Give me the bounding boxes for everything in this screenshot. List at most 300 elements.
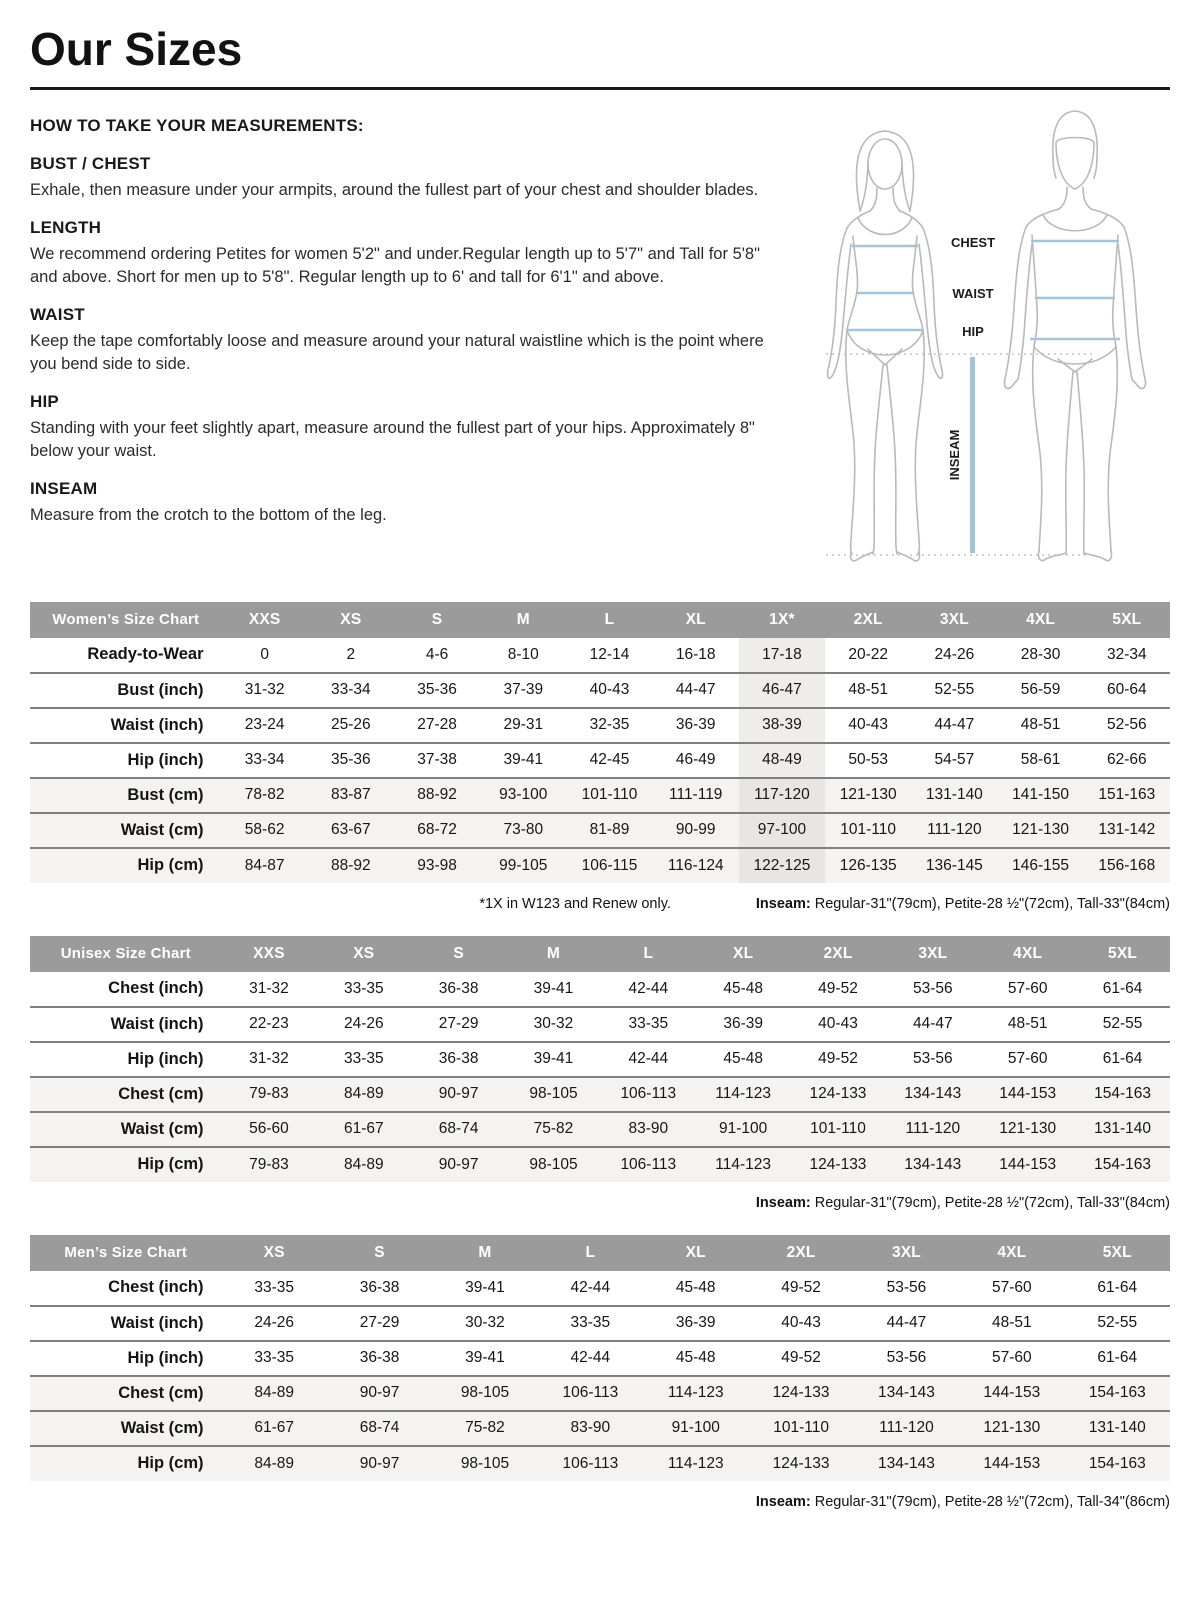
row-label: Waist (cm) xyxy=(30,813,222,848)
inseam-note-label: Inseam: xyxy=(755,1194,811,1211)
column-header-5xl: 5XL xyxy=(1065,1235,1170,1271)
size-cell: 68-72 xyxy=(394,813,480,848)
size-cell: 91-100 xyxy=(643,1411,748,1446)
row-label: Hip (cm) xyxy=(30,1446,222,1481)
table-title: Women’s Size Chart xyxy=(30,602,222,638)
size-cell: 53-56 xyxy=(854,1271,959,1306)
column-header-m: M xyxy=(480,602,566,638)
measurement-diagram xyxy=(788,108,1170,578)
column-header-m: M xyxy=(432,1235,537,1271)
size-cell: 16-18 xyxy=(653,638,739,673)
size-cell: 20-22 xyxy=(825,638,911,673)
size-cell: 124-133 xyxy=(748,1376,853,1411)
size-cell: 90-97 xyxy=(411,1077,506,1112)
size-cell: 134-143 xyxy=(885,1147,980,1182)
size-cell: 97-100 xyxy=(739,813,825,848)
size-cell: 84-89 xyxy=(316,1077,411,1112)
size-cell: 36-39 xyxy=(653,708,739,743)
size-cell: 56-59 xyxy=(997,673,1083,708)
size-cell: 35-36 xyxy=(394,673,480,708)
row-label: Hip (inch) xyxy=(30,1341,222,1376)
size-cell: 42-45 xyxy=(566,743,652,778)
size-cell: 46-49 xyxy=(653,743,739,778)
size-cell: 121-130 xyxy=(980,1112,1075,1147)
size-cell: 93-98 xyxy=(394,848,480,883)
table-row xyxy=(30,1271,1170,1306)
size-cell: 83-90 xyxy=(601,1112,696,1147)
size-cell: 58-62 xyxy=(222,813,308,848)
section-body: We recommend ordering Petites for women 5'2" and under.Regular length up to 5'7" and Tall for 5'8" and above. Short for men up to 5'8". Regular length up to 6' and tall for 6'1" and above. xyxy=(30,244,760,286)
column-header-xl: XL xyxy=(643,1235,748,1271)
size-cell: 84-87 xyxy=(222,848,308,883)
column-header-3xl: 3XL xyxy=(854,1235,959,1271)
size-cell: 45-48 xyxy=(696,1042,791,1077)
size-cell: 2 xyxy=(308,638,394,673)
size-cell: 144-153 xyxy=(980,1077,1075,1112)
table-row xyxy=(30,638,1170,673)
row-label: Waist (inch) xyxy=(30,708,222,743)
size-cell: 40-43 xyxy=(748,1306,853,1341)
size-cell: 83-90 xyxy=(538,1411,643,1446)
size-cell: 50-53 xyxy=(825,743,911,778)
mens-table xyxy=(30,1235,1170,1481)
size-cell: 98-105 xyxy=(506,1147,601,1182)
section-title: LENGTH xyxy=(30,217,102,237)
size-cell: 106-113 xyxy=(601,1077,696,1112)
size-cell: 79-83 xyxy=(222,1147,317,1182)
size-cell: 84-89 xyxy=(222,1376,327,1411)
size-cell: 144-153 xyxy=(959,1376,1064,1411)
column-header-4xl: 4XL xyxy=(959,1235,1064,1271)
column-header-2xl: 2XL xyxy=(791,936,886,972)
section-title: BUST / CHEST xyxy=(30,153,151,173)
column-header-l: L xyxy=(538,1235,643,1271)
row-label: Bust (cm) xyxy=(30,778,222,813)
column-header-s: S xyxy=(394,602,480,638)
size-cell: 12-14 xyxy=(566,638,652,673)
column-header-4xl: 4XL xyxy=(997,602,1083,638)
size-cell: 111-119 xyxy=(653,778,739,813)
size-cell: 154-163 xyxy=(1075,1077,1170,1112)
inseam-note: Inseam: Regular-31"(79cm), Petite-28 ½"(72cm), Tall-34"(86cm) xyxy=(755,1493,1170,1510)
size-cell: 48-51 xyxy=(959,1306,1064,1341)
size-cell: 52-55 xyxy=(911,673,997,708)
size-charts xyxy=(30,602,1170,1510)
column-header-5xl: 5XL xyxy=(1084,602,1170,638)
size-cell: 27-29 xyxy=(327,1306,432,1341)
size-cell: 24-26 xyxy=(222,1306,327,1341)
table-row xyxy=(30,972,1170,1007)
size-cell: 131-140 xyxy=(911,778,997,813)
size-cell: 36-39 xyxy=(696,1007,791,1042)
size-cell: 114-123 xyxy=(696,1147,791,1182)
size-cell: 27-29 xyxy=(411,1007,506,1042)
row-label: Hip (inch) xyxy=(30,1042,222,1077)
size-cell: 111-120 xyxy=(885,1112,980,1147)
size-cell: 24-26 xyxy=(316,1007,411,1042)
size-cell: 33-35 xyxy=(316,972,411,1007)
waist-label: WAIST xyxy=(952,285,994,301)
male-figure-outline xyxy=(1005,111,1146,561)
row-label: Chest (cm) xyxy=(30,1376,222,1411)
size-cell: 75-82 xyxy=(432,1411,537,1446)
column-header-xs: XS xyxy=(316,936,411,972)
size-cell: 146-155 xyxy=(997,848,1083,883)
size-cell: 44-47 xyxy=(854,1306,959,1341)
row-label: Chest (inch) xyxy=(30,972,222,1007)
size-cell: 57-60 xyxy=(980,972,1075,1007)
size-cell: 40-43 xyxy=(791,1007,886,1042)
size-cell: 116-124 xyxy=(653,848,739,883)
size-cell: 53-56 xyxy=(885,1042,980,1077)
size-cell: 36-38 xyxy=(411,972,506,1007)
row-label: Ready-to-Wear xyxy=(30,638,222,673)
size-cell: 90-97 xyxy=(327,1376,432,1411)
size-cell: 22-23 xyxy=(222,1007,317,1042)
size-cell: 0 xyxy=(222,638,308,673)
size-cell: 68-74 xyxy=(327,1411,432,1446)
size-cell: 49-52 xyxy=(791,1042,886,1077)
size-cell: 88-92 xyxy=(394,778,480,813)
size-cell: 61-67 xyxy=(222,1411,327,1446)
column-header-xl: XL xyxy=(653,602,739,638)
size-cell: 124-133 xyxy=(791,1147,886,1182)
table-row xyxy=(30,1376,1170,1411)
section-body: Standing with your feet slightly apart, measure around the fullest part of your hips. Approximately 8" below your waist. xyxy=(30,419,755,461)
inseam-note-label: Inseam: xyxy=(755,895,811,912)
womens-table xyxy=(30,602,1170,883)
table-row xyxy=(30,708,1170,743)
size-cell: 73-80 xyxy=(480,813,566,848)
table-row xyxy=(30,743,1170,778)
row-label: Hip (inch) xyxy=(30,743,222,778)
size-cell: 33-35 xyxy=(316,1042,411,1077)
size-cell: 151-163 xyxy=(1084,778,1170,813)
size-cell: 121-130 xyxy=(825,778,911,813)
section-body: Exhale, then measure under your armpits, around the fullest part of your chest and shoulder blades. xyxy=(30,180,759,199)
column-header-s: S xyxy=(327,1235,432,1271)
size-cell: 131-140 xyxy=(1075,1112,1170,1147)
size-cell: 44-47 xyxy=(885,1007,980,1042)
size-cell: 40-43 xyxy=(566,673,652,708)
column-header-xs: XS xyxy=(222,1235,327,1271)
body-measurement-illustration xyxy=(790,108,1170,578)
size-cell: 40-43 xyxy=(825,708,911,743)
size-cell: 53-56 xyxy=(854,1341,959,1376)
size-chart-womens xyxy=(30,602,1170,912)
size-cell: 4-6 xyxy=(394,638,480,673)
size-cell: 52-55 xyxy=(1075,1007,1170,1042)
size-cell: 49-52 xyxy=(748,1271,853,1306)
size-cell: 88-92 xyxy=(308,848,394,883)
page-title: Our Sizes xyxy=(30,23,243,75)
column-header-xxs: XXS xyxy=(222,936,317,972)
column-header-xl: XL xyxy=(696,936,791,972)
size-cell: 54-57 xyxy=(911,743,997,778)
intro-section xyxy=(30,116,1170,578)
measurement-instructions xyxy=(30,116,788,578)
row-label: Waist (inch) xyxy=(30,1306,222,1341)
size-cell: 31-32 xyxy=(222,972,317,1007)
size-cell: 28-30 xyxy=(997,638,1083,673)
size-cell: 154-163 xyxy=(1065,1376,1170,1411)
size-cell: 101-110 xyxy=(748,1411,853,1446)
size-cell: 33-35 xyxy=(538,1306,643,1341)
size-cell: 53-56 xyxy=(885,972,980,1007)
size-cell: 42-44 xyxy=(601,972,696,1007)
size-cell: 57-60 xyxy=(959,1271,1064,1306)
size-cell: 62-66 xyxy=(1084,743,1170,778)
size-cell: 36-38 xyxy=(411,1042,506,1077)
one-x-note: *1X in W123 and Renew only. xyxy=(479,895,671,912)
size-cell: 75-82 xyxy=(506,1112,601,1147)
size-cell: 57-60 xyxy=(980,1042,1075,1077)
size-cell: 114-123 xyxy=(643,1446,748,1481)
table-row xyxy=(30,1147,1170,1182)
size-cell: 98-105 xyxy=(506,1077,601,1112)
size-cell: 106-113 xyxy=(538,1446,643,1481)
size-cell: 134-143 xyxy=(854,1446,959,1481)
size-cell: 30-32 xyxy=(432,1306,537,1341)
table-title: Unisex Size Chart xyxy=(30,936,222,972)
row-label: Waist (inch) xyxy=(30,1007,222,1042)
inseam-note-label: Inseam: xyxy=(755,1493,811,1510)
size-cell: 32-34 xyxy=(1084,638,1170,673)
section-title: WAIST xyxy=(30,304,85,324)
size-cell: 33-35 xyxy=(601,1007,696,1042)
size-cell: 8-10 xyxy=(480,638,566,673)
size-cell: 38-39 xyxy=(739,708,825,743)
hip-label: HIP xyxy=(962,323,984,339)
size-cell: 91-100 xyxy=(696,1112,791,1147)
title-divider xyxy=(30,87,1170,90)
size-cell: 131-142 xyxy=(1084,813,1170,848)
size-cell: 56-60 xyxy=(222,1112,317,1147)
row-label: Hip (cm) xyxy=(30,1147,222,1182)
size-cell: 30-32 xyxy=(506,1007,601,1042)
size-cell: 124-133 xyxy=(748,1446,853,1481)
size-cell: 101-110 xyxy=(825,813,911,848)
table-row xyxy=(30,1042,1170,1077)
section-title: HIP xyxy=(30,392,59,412)
size-cell: 121-130 xyxy=(997,813,1083,848)
size-cell: 121-130 xyxy=(959,1411,1064,1446)
size-cell: 36-38 xyxy=(327,1341,432,1376)
row-label: Chest (inch) xyxy=(30,1271,222,1306)
size-cell: 144-153 xyxy=(959,1446,1064,1481)
size-cell: 42-44 xyxy=(601,1042,696,1077)
size-cell: 68-74 xyxy=(411,1112,506,1147)
size-cell: 124-133 xyxy=(791,1077,886,1112)
size-cell: 134-143 xyxy=(885,1077,980,1112)
size-cell: 117-120 xyxy=(739,778,825,813)
size-cell: 101-110 xyxy=(791,1112,886,1147)
column-header-5xl: 5XL xyxy=(1075,936,1170,972)
size-cell: 84-89 xyxy=(316,1147,411,1182)
size-cell: 42-44 xyxy=(538,1271,643,1306)
table-row xyxy=(30,1112,1170,1147)
size-cell: 37-39 xyxy=(480,673,566,708)
size-cell: 141-150 xyxy=(997,778,1083,813)
table-footnote xyxy=(30,1494,1170,1510)
row-label: Chest (cm) xyxy=(30,1077,222,1112)
column-header-m: M xyxy=(506,936,601,972)
size-cell: 52-56 xyxy=(1084,708,1170,743)
size-cell: 61-64 xyxy=(1075,1042,1170,1077)
table-footnote xyxy=(30,1195,1170,1211)
size-cell: 58-61 xyxy=(997,743,1083,778)
table-row xyxy=(30,673,1170,708)
table-row xyxy=(30,848,1170,883)
size-cell: 90-97 xyxy=(411,1147,506,1182)
size-cell: 114-123 xyxy=(696,1077,791,1112)
table-row xyxy=(30,1446,1170,1481)
size-cell: 27-28 xyxy=(394,708,480,743)
size-cell: 45-48 xyxy=(696,972,791,1007)
size-chart-unisex xyxy=(30,936,1170,1211)
size-cell: 45-48 xyxy=(643,1271,748,1306)
table-row xyxy=(30,1077,1170,1112)
table-footnote xyxy=(30,896,1170,912)
size-cell: 111-120 xyxy=(854,1411,959,1446)
table-row xyxy=(30,778,1170,813)
size-cell: 79-83 xyxy=(222,1077,317,1112)
size-cell: 31-32 xyxy=(222,673,308,708)
size-cell: 106-113 xyxy=(538,1376,643,1411)
size-cell: 98-105 xyxy=(432,1376,537,1411)
size-cell: 101-110 xyxy=(566,778,652,813)
column-header-xxs: XXS xyxy=(222,602,308,638)
size-cell: 52-55 xyxy=(1065,1306,1170,1341)
section-body: Measure from the crotch to the bottom of the leg. xyxy=(30,506,387,525)
column-header-xs: XS xyxy=(308,602,394,638)
size-cell: 61-64 xyxy=(1075,972,1170,1007)
size-cell: 39-41 xyxy=(480,743,566,778)
size-cell: 60-64 xyxy=(1084,673,1170,708)
size-cell: 81-89 xyxy=(566,813,652,848)
size-cell: 136-145 xyxy=(911,848,997,883)
table-row xyxy=(30,1306,1170,1341)
size-cell: 83-87 xyxy=(308,778,394,813)
table-row xyxy=(30,1341,1170,1376)
size-cell: 46-47 xyxy=(739,673,825,708)
size-cell: 134-143 xyxy=(854,1376,959,1411)
size-cell: 48-51 xyxy=(825,673,911,708)
size-cell: 24-26 xyxy=(911,638,997,673)
size-cell: 39-41 xyxy=(506,972,601,1007)
size-cell: 131-140 xyxy=(1065,1411,1170,1446)
size-cell: 156-168 xyxy=(1084,848,1170,883)
size-cell: 36-39 xyxy=(643,1306,748,1341)
size-cell: 126-135 xyxy=(825,848,911,883)
size-cell: 61-64 xyxy=(1065,1271,1170,1306)
size-cell: 57-60 xyxy=(959,1341,1064,1376)
section-body: Keep the tape comfortably loose and measure around your natural waistline which is the point where you bend side to side. xyxy=(30,331,764,373)
size-cell: 25-26 xyxy=(308,708,394,743)
size-cell: 45-48 xyxy=(643,1341,748,1376)
size-cell: 33-34 xyxy=(222,743,308,778)
size-cell: 39-41 xyxy=(432,1341,537,1376)
unisex-table xyxy=(30,936,1170,1182)
size-cell: 84-89 xyxy=(222,1446,327,1481)
size-cell: 90-97 xyxy=(327,1446,432,1481)
size-cell: 36-38 xyxy=(327,1271,432,1306)
size-cell: 78-82 xyxy=(222,778,308,813)
size-cell: 39-41 xyxy=(506,1042,601,1077)
female-figure-outline xyxy=(827,131,942,561)
size-cell: 111-120 xyxy=(911,813,997,848)
inseam-note: Inseam: Regular-31"(79cm), Petite-28 ½"(72cm), Tall-33"(84cm) xyxy=(755,895,1170,912)
size-cell: 90-99 xyxy=(653,813,739,848)
column-header-l: L xyxy=(566,602,652,638)
column-header-4xl: 4XL xyxy=(980,936,1075,972)
size-cell: 48-49 xyxy=(739,743,825,778)
size-cell: 106-115 xyxy=(566,848,652,883)
size-cell: 106-113 xyxy=(601,1147,696,1182)
column-header-2xl: 2XL xyxy=(748,1235,853,1271)
row-label: Hip (cm) xyxy=(30,848,222,883)
table-title: Men’s Size Chart xyxy=(30,1235,222,1271)
chest-label: CHEST xyxy=(950,234,996,250)
table-row xyxy=(30,1411,1170,1446)
size-cell: 39-41 xyxy=(432,1271,537,1306)
size-cell: 48-51 xyxy=(997,708,1083,743)
size-cell: 42-44 xyxy=(538,1341,643,1376)
size-chart-mens xyxy=(30,1235,1170,1510)
row-label: Waist (cm) xyxy=(30,1112,222,1147)
size-cell: 93-100 xyxy=(480,778,566,813)
size-cell: 48-51 xyxy=(980,1007,1075,1042)
inseam-label: INSEAM xyxy=(947,429,962,480)
size-cell: 63-67 xyxy=(308,813,394,848)
size-cell: 49-52 xyxy=(791,972,886,1007)
column-header-3xl: 3XL xyxy=(885,936,980,972)
column-header-l: L xyxy=(601,936,696,972)
row-label: Waist (cm) xyxy=(30,1411,222,1446)
size-cell: 114-123 xyxy=(643,1376,748,1411)
table-row xyxy=(30,1007,1170,1042)
size-cell: 32-35 xyxy=(566,708,652,743)
size-cell: 33-34 xyxy=(308,673,394,708)
size-cell: 29-31 xyxy=(480,708,566,743)
size-cell: 98-105 xyxy=(432,1446,537,1481)
size-cell: 23-24 xyxy=(222,708,308,743)
size-cell: 61-64 xyxy=(1065,1341,1170,1376)
section-title: INSEAM xyxy=(30,479,98,499)
size-cell: 154-163 xyxy=(1065,1446,1170,1481)
size-cell: 44-47 xyxy=(653,673,739,708)
size-cell: 31-32 xyxy=(222,1042,317,1077)
size-cell: 49-52 xyxy=(748,1341,853,1376)
size-cell: 33-35 xyxy=(222,1341,327,1376)
size-cell: 44-47 xyxy=(911,708,997,743)
size-cell: 122-125 xyxy=(739,848,825,883)
inseam-note: Inseam: Regular-31"(79cm), Petite-28 ½"(72cm), Tall-33"(84cm) xyxy=(755,1194,1170,1211)
size-cell: 33-35 xyxy=(222,1271,327,1306)
size-cell: 144-153 xyxy=(980,1147,1075,1182)
size-cell: 17-18 xyxy=(739,638,825,673)
instructions-heading: HOW TO TAKE YOUR MEASUREMENTS: xyxy=(30,115,364,135)
size-cell: 61-67 xyxy=(316,1112,411,1147)
column-header-2xl: 2XL xyxy=(825,602,911,638)
column-header-3xl: 3XL xyxy=(911,602,997,638)
size-cell: 37-38 xyxy=(394,743,480,778)
table-row xyxy=(30,813,1170,848)
size-cell: 35-36 xyxy=(308,743,394,778)
size-cell: 99-105 xyxy=(480,848,566,883)
size-cell: 154-163 xyxy=(1075,1147,1170,1182)
column-header-1x: 1X* xyxy=(739,602,825,638)
